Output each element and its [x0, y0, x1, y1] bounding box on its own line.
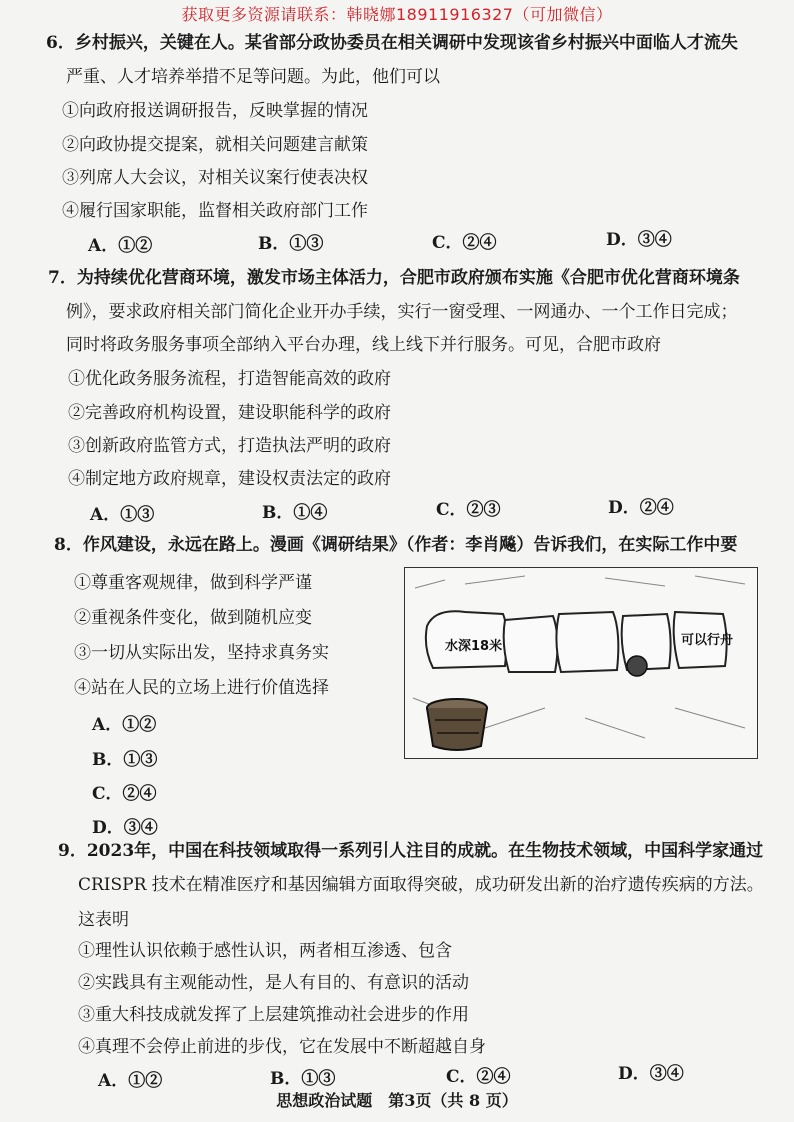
q8-item-2: ②重视条件变化，做到随机应变: [74, 608, 312, 628]
q9-item-1: ①理性认识依赖于感性认识，两者相互渗透、包含: [78, 941, 452, 961]
q6-stem-line1: 6．乡村振兴，关键在人。某省部分政协委员在相关调研中发现该省乡村振兴中面临人才流失: [46, 33, 738, 53]
page-footer: 思想政治试题 第3页（共 8 页）: [276, 1091, 518, 1110]
q7-item-3: ③创新政府监管方式，打造执法严明的政府: [68, 436, 391, 456]
q8-item-3: ③一切从实际出发，坚持求真务实: [74, 643, 329, 663]
q8-item-1: ①尊重客观规律，做到科学严谨: [74, 573, 312, 593]
q7-stem-line3: 同时将政务服务事项全部纳入平台办理，线上线下并行服务。可见，合肥市政府: [66, 335, 661, 355]
q8-item-4: ④站在人民的立场上进行价值选择: [74, 678, 329, 698]
q7-item-1: ①优化政务服务流程，打造智能高效的政府: [68, 369, 391, 389]
q8-option-a[interactable]: A．①②: [92, 715, 157, 735]
q6-item-1: ①向政府报送调研报告，反映掌握的情况: [62, 101, 368, 121]
q7-option-c[interactable]: C．②③: [436, 500, 501, 520]
q6-item-3: ③列席人大会议，对相关议案行使表决权: [62, 168, 368, 188]
q6-item-2: ②向政协提交提案，就相关问题建言献策: [62, 135, 368, 155]
q6-option-d[interactable]: D．③④: [606, 230, 672, 250]
q9-option-a[interactable]: A．①②: [98, 1071, 163, 1091]
q6-option-b[interactable]: B．①③: [258, 234, 324, 254]
q8-stem-line1: 8．作风建设，永远在路上。漫画《调研结果》（作者：李肖飚）告诉我们，在实际工作中要: [54, 535, 738, 555]
q6-item-4: ④履行国家职能，监督相关政府部门工作: [62, 201, 368, 221]
q9-option-b[interactable]: B．①③: [270, 1069, 336, 1089]
q9-stem-line1: 9．2023年，中国在科技领域取得一系列引人注目的成就。在生物技术领域，中国科学家通过: [58, 841, 764, 861]
q6-option-a[interactable]: A．①②: [88, 236, 153, 256]
q9-option-c[interactable]: C．②④: [446, 1067, 511, 1087]
q7-option-a[interactable]: A．①③: [90, 505, 155, 525]
q6-option-c[interactable]: C．②④: [432, 233, 497, 253]
q7-stem-line2: 例》，要求政府相关部门简化企业开办手续，实行一窗受理、一网通办、一个工作日完成；: [66, 302, 738, 322]
cartoon-sign-sailing: 可以行舟: [681, 633, 734, 648]
q7-option-b[interactable]: B．①④: [262, 503, 328, 523]
q8-option-b[interactable]: B．①③: [92, 750, 158, 770]
q9-item-4: ④真理不会停止前进的步伐，它在发展中不断超越自身: [78, 1037, 486, 1057]
q7-item-2: ②完善政府机构设置，建设职能科学的政府: [68, 403, 391, 423]
contact-banner: 获取更多资源请联系：韩晓娜18911916327（可加微信）: [181, 5, 613, 24]
q7-item-4: ④制定地方政府规章，建设权责法定的政府: [68, 469, 391, 489]
q9-item-3: ③重大科技成就发挥了上层建筑推动社会进步的作用: [78, 1005, 469, 1025]
paper-sheet-3: [556, 612, 618, 672]
cartoon-survey-results: [404, 567, 758, 759]
q6-stem-line2: 严重、人才培养举措不足等问题。为此，他们可以: [66, 67, 440, 87]
q7-stem-line1: 7．为持续优化营商环境，激发市场主体活力，合肥市政府颁布实施《合肥市优化营商环境条: [48, 268, 740, 288]
cartoon-sign-water-depth: 水深18米: [445, 639, 503, 654]
q9-option-d[interactable]: D．③④: [618, 1064, 684, 1084]
q8-option-d[interactable]: D．③④: [92, 818, 158, 838]
q8-option-c[interactable]: C．②④: [92, 784, 157, 804]
paper-sheet-2: [504, 616, 558, 672]
q7-option-d[interactable]: D．②④: [608, 498, 674, 518]
q9-item-2: ②实践具有主观能动性，是人有目的、有意识的活动: [78, 973, 469, 993]
q9-stem-line3: 这表明: [78, 910, 129, 930]
q9-stem-line2: CRISPR 技术在精准医疗和基因编辑方面取得突破，成功研发出新的治疗遗传疾病的方法。: [78, 875, 764, 895]
cartoon-illustration: [405, 568, 757, 758]
